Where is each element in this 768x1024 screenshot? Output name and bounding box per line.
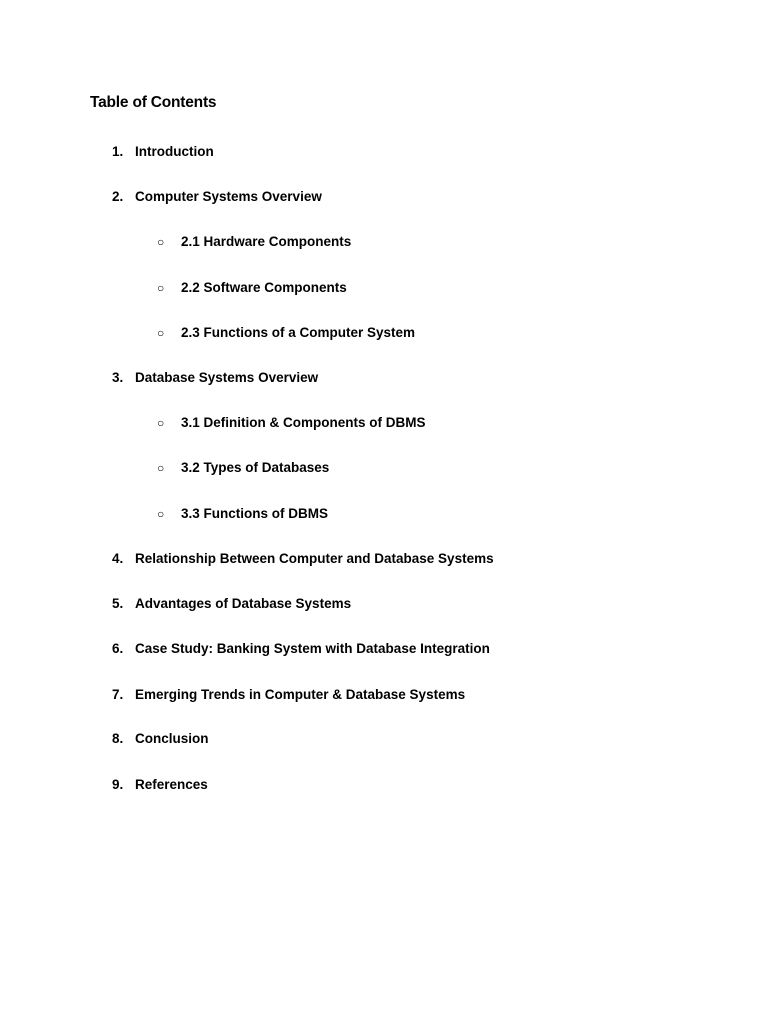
toc-entry-number: 2. (112, 189, 124, 204)
toc-subentry-label: 2.3 Functions of a Computer System (181, 325, 416, 340)
toc-entry-label: Database Systems Overview (135, 370, 319, 385)
toc-entry-label: Computer Systems Overview (135, 189, 322, 204)
circle-bullet-icon: ○ (157, 281, 165, 295)
toc-entry-label: Relationship Between Computer and Database Systems (135, 551, 494, 566)
toc-entry-number: 9. (112, 777, 124, 792)
circle-bullet-icon: ○ (157, 507, 165, 521)
circle-bullet-icon: ○ (157, 416, 165, 430)
toc-entry-number: 6. (112, 641, 124, 656)
toc-entry-label: References (135, 777, 208, 792)
toc-entry-label: Emerging Trends in Computer & Database Systems (135, 687, 466, 702)
circle-bullet-icon: ○ (157, 235, 165, 249)
toc-subentry-label: 3.3 Functions of DBMS (181, 506, 329, 521)
toc-title: Table of Contents (90, 94, 217, 111)
toc-entry-label: Introduction (135, 144, 214, 159)
toc-entry-number: 3. (112, 370, 124, 385)
toc-subentry-label: 2.2 Software Components (181, 280, 347, 295)
toc-entry-number: 4. (112, 551, 124, 566)
circle-bullet-icon: ○ (157, 326, 165, 340)
toc-entry-number: 7. (112, 687, 124, 702)
toc-entry-number: 8. (112, 731, 124, 746)
toc-subentry-label: 3.1 Definition & Components of DBMS (181, 415, 426, 430)
toc-entry-label: Advantages of Database Systems (135, 596, 352, 611)
circle-bullet-icon: ○ (157, 461, 165, 475)
toc-entry-label: Conclusion (135, 731, 209, 746)
toc-entry-label: Case Study: Banking System with Database Integration (135, 641, 490, 656)
toc-subentry-label: 2.1 Hardware Components (181, 234, 352, 249)
toc-entry-number: 5. (112, 596, 124, 611)
toc-entry-number: 1. (112, 144, 124, 159)
toc-subentry-label: 3.2 Types of Databases (181, 460, 330, 475)
